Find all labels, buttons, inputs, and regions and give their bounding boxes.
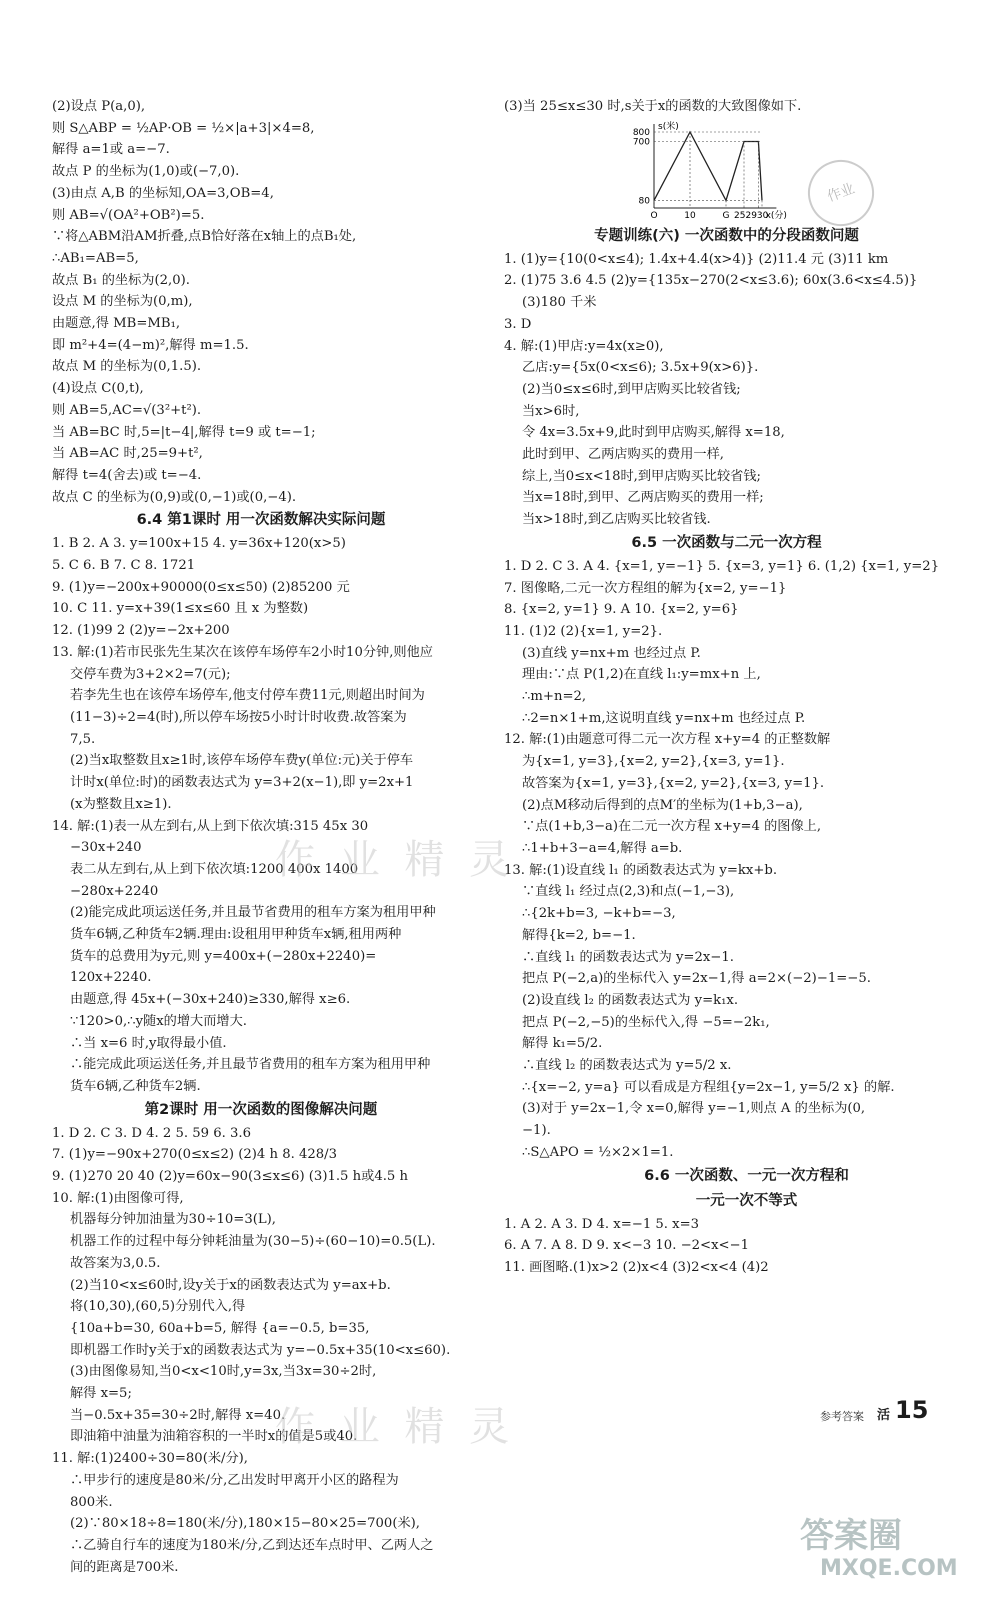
answer-line: 7,5. [70,731,96,747]
answer-line: (3)由点 A,B 的坐标知,OA=3,OB=4, [52,185,274,201]
watermark: 作 业 精 灵 [275,837,516,883]
answer-line: 11. 画图略.(1)x>2 (2)x<4 (3)2<x<4 (4)2 [504,1259,769,1275]
answer-line: (2)设点 P(a,0), [52,99,146,114]
answer-line: 乙店:y={5x(0<x≤6); 3.5x+9(x>6)}. [522,360,759,376]
answer-line: ∴直线 l₁ 的函数表达式为 y=2x−1. [522,949,734,965]
answer-line: ∴AB₁=AB=5, [52,250,139,266]
answer-line: (x为整数且x≥1). [70,796,172,812]
answer-line: 间的距离是700米. [70,1559,179,1575]
answer-line: (3)180 千米 [522,295,597,311]
answer-line: 货车6辆,乙种货车2辆.理由:设租用甲种货车x辆,租用两种 [70,927,402,943]
answer-line: 此时到甲、乙两店购买的费用一样, [522,447,725,463]
answer-line: 1. B 2. A 3. y=100x+15 4. y=36x+120(x>5) [52,536,346,552]
answer-line: 1. D 2. C 3. D 4. 2 5. 59 6. 3.6 [52,1125,251,1141]
answer-line: −280x+2240 [70,883,159,899]
answer-line: 故点 P 的坐标为(1,0)或(−7,0). [52,164,240,180]
answer-line: ∴2=n×1+m,这说明直线 y=nx+m 也经过点 P. [522,710,806,726]
answer-line: 当x>6时, [522,403,580,419]
section-heading: 第2课时 用一次函数的图像解决问题 [144,1101,378,1118]
x-tick-label: 252930 [734,210,769,220]
answer-line: 800米. [70,1494,113,1510]
series-line [654,132,762,200]
answer-line: 计时x(单位:时)的函数表达式为 y=3+2(x−1),即 y=2x+1 [70,775,414,791]
answer-line: 120x+2240. [70,970,152,986]
answer-line: 把点 P(−2,a)的坐标代入 y=2x−1,得 a=2×(−2)−1=−5. [522,971,871,987]
answer-line: 1. A 2. A 3. D 4. x=−1 5. x=3 [504,1216,700,1232]
page-prefix: 活 [877,1408,891,1423]
answer-line: 解得 t=4(舍去)或 t=−4. [52,467,202,483]
section-heading: 专题训练(六) 一次函数中的分段函数问题 [594,227,859,244]
answer-line: (2)当x取整数且x≥1时,该停车场停车费y(单位:元)关于停车 [70,753,414,769]
answer-line: (3)当 25≤x≤30 时,s关于x的函数的大致图像如下. [504,99,802,114]
answer-line: 解得{k=2, b=−1. [522,927,636,943]
answer-line: 故点 B₁ 的坐标为(2,0). [52,272,190,288]
answer-line: ∴{x=−2, y=a} 可以看成是方程组{y=2x−1, y=5/2 x} 的解. [522,1079,895,1095]
answer-line: 6. A 7. A 8. D 9. x<−3 10. −2<x<−1 [504,1238,749,1254]
answer-line: −1). [522,1123,551,1139]
answer-line: (2)点M移动后得到的点M′的坐标为(1+b,3−a), [522,797,803,813]
y-axis-label: s(米) [658,121,679,132]
right-column [504,96,949,1279]
answer-line: ∴m+n=2, [522,689,587,705]
answer-line: 表二从左到右,从上到下依次填:1200 400x 1400 [70,861,359,877]
answer-line: 9. (1)270 20 40 (2)y=60x−90(3≤x≤6) (3)1.5 h或4.5 h [52,1169,408,1185]
answer-line: ∴直线 l₂ 的函数表达式为 y=5/2 x. [522,1058,732,1074]
answer-line: 故点 C 的坐标为(0,9)或(0,−1)或(0,−4). [52,489,297,505]
answer-line: ∵将△ABM沿AM折叠,点B恰好落在x轴上的点B₁处, [52,229,357,245]
answer-line: −30x+240 [70,840,142,856]
answer-line: (2)当10<x≤60时,设y关于x的函数表达式为 y=ax+b. [70,1277,391,1293]
answer-line: (4)设点 C(0,t), [52,381,144,397]
answer-line: {10a+b=30, 60a+b=5, 解得 {a=−0.5, b=35, [70,1320,370,1336]
answer-line: 13. 解:(1)设直线 l₁ 的函数表达式为 y=kx+b. [504,862,778,878]
answer-line: 把点 P(−2,−5)的坐标代入,得 −5=−2k₁, [522,1014,770,1030]
answer-line: 则 AB=√(OA²+OB²)=5. [52,207,205,223]
answer-line: 当x>18时,到乙店购买比较省钱. [522,512,711,528]
answer-line: 解得 k₁=5/2. [522,1036,603,1052]
answer-line: 由题意,得 MB=MB₁, [52,316,181,332]
site-url: MXQE.COM [820,1556,958,1581]
answer-line: (3)由图像易知,当0<x<10时,y=3x,当3x=30÷2时, [70,1364,377,1380]
answer-line: 2. (1)75 3.6 4.5 (2)y={135x−270(2<x≤3.6); 60x(3.6<x≤4.5)} [504,273,918,289]
answer-line: (2)设直线 l₂ 的函数表达式为 y=k₁x. [522,992,739,1008]
answer-line: 7. (1)y=−90x+270(0≤x≤2) (2)4 h 8. 428/3 [52,1147,337,1163]
section-heading: 6.6 一次函数、一元一次方程和 [644,1167,849,1184]
answer-line: (2)∵80×18÷8=180(米/分),180×15−80×25=700(米), [70,1516,420,1532]
answer-line: ∵点(1+b,3−a)在二元一次方程 x+y=4 的图像上, [522,819,822,835]
answer-line: 设点 M 的坐标为(0,m), [52,294,193,310]
answer-line: 为{x=1, y=3},{x=2, y=2},{x=3, y=1}. [522,754,785,770]
answer-line: ∴当 x=6 时,y取得最小值. [70,1035,227,1051]
answer-line: (2)当0≤x≤6时,到甲店购买比较省钱; [522,381,741,397]
answer-line: 机器工作的过程中每分钟耗油量为(30−5)÷(60−10)=0.5(L). [70,1234,436,1250]
footer-label: 参考答案 [820,1410,864,1423]
answer-line: ∴乙骑自行车的速度为180米/分,乙到达还车点时甲、乙两人之 [70,1538,434,1553]
answer-line: 即 m²+4=(4−m)²,解得 m=1.5. [52,337,249,353]
answer-line: (11−3)÷2=4(时),所以停车场按5小时计时收费.故答案为 [70,709,407,725]
answer-line: 由题意,得 45x+(−30x+240)≥330,解得 x≥6. [70,992,351,1008]
x-tick-label: O [650,210,658,220]
answer-line: 故答案为3,0.5. [70,1255,161,1271]
watermark: 作 业 精 灵 [275,1404,516,1450]
answer-line: 综上,当0≤x<18时,到甲店购买比较省钱; [522,468,761,484]
answer-line: 解得 a=1或 a=−7. [52,142,170,158]
answer-line: (3)直线 y=nx+m 也经过点 P. [522,645,701,661]
answer-line: 9. (1)y=−200x+90000(0≤x≤50) (2)85200 元 [52,579,350,595]
answer-line: ∴1+b+3−a=4,解得 a=b. [522,840,683,856]
answer-line: 即机器工作时y关于x的函数表达式为 y=−0.5x+35(10<x≤60). [70,1342,451,1358]
answer-line: 8. {x=2, y=1} 9. A 10. {x=2, y=6} [504,602,739,618]
answer-line: 则 AB=5,AC=√(3²+t²). [52,402,202,418]
answer-line: 12. 解:(1)由题意可得二元一次方程 x+y=4 的正整数解 [504,732,831,748]
answer-line: 将(10,30),(60,5)分别代入,得 [70,1299,246,1315]
answer-line: 4. 解:(1)甲店:y=4x(x≥0), [504,338,664,354]
answer-line: 故答案为{x=1, y=3},{x=2, y=2},{x=3, y=1}. [522,775,825,791]
x-tick-label: G [722,210,730,220]
answer-line: ∴甲步行的速度是80米/分,乙出发时甲离开小区的路程为 [70,1472,399,1488]
answer-line: 当 AB=AC 时,25=9+t², [52,446,203,462]
answer-line: 则 S△ABP = ½AP·OB = ½×|a+3|×4=8, [52,120,315,136]
answer-line: 7. 图像略,二元一次方程组的解为{x=2, y=−1} [504,580,787,596]
answer-line: (3)对于 y=2x−1,令 x=0,解得 y=−1,则点 A 的坐标为(0, [522,1101,866,1117]
answer-line: 解得 x=5; [70,1386,132,1402]
answer-line: 令 4x=3.5x+9,此时到甲店购买,解得 x=18, [522,425,785,441]
answer-line: 故点 M 的坐标为(0,1.5). [52,359,202,375]
answer-line: 1. D 2. C 3. A 4. {x=1, y=−1} 5. {x=3, y=1} 6. (1,2) {x=1, y=2} [504,558,940,574]
answer-line: ∵直线 l₁ 经过点(2,3)和点(−1,−3), [522,884,735,900]
answer-line: 货车的总费用为y元,则 y=400x+(−280x+2240)= [70,948,377,964]
section-heading: 一元一次不等式 [695,1192,798,1209]
answer-line: 若李先生也在该停车场停车,他支付停车费11元,则超出时间为 [70,688,425,704]
page-number: 15 [895,1396,929,1424]
answer-line: 11. 解:(1)2400÷30=80(米/分), [52,1451,248,1467]
answer-line: ∵120>0,∴y随x的增大而增大. [70,1013,247,1029]
answer-line: 12. (1)99 2 (2)y=−2x+200 [52,623,230,639]
answer-line: 5. C 6. B 7. C 8. 1721 [52,558,196,574]
answer-line: 当−0.5x+35=30÷2时,解得 x=40. [70,1407,286,1423]
distance-time-chart [504,120,949,220]
answer-line: 13. 解:(1)若市民张先生某次在该停车场停车2小时10分钟,则他应 [52,644,433,660]
stamp-watermark: 作业 [799,151,884,236]
answer-line: 即油箱中油量为油箱容积的一半时x的值是5或40. [70,1429,358,1445]
section-heading: 6.5 一次函数与二元一次方程 [631,534,822,551]
answer-line: ∴{2k+b=3, −k+b=−3, [522,906,676,922]
answer-line: 14. 解:(1)表一从左到右,从上到下依次填:315 45x 30 [52,818,369,834]
answer-line: 10. C 11. y=x+39(1≤x≤60 且 x 为整数) [52,601,309,617]
answer-line: ∴S△APO = ½×2×1=1. [522,1144,674,1160]
answer-line: 货车6辆,乙种货车2辆. [70,1078,201,1094]
answer-line: 机器每分钟加油量为30÷10=3(L), [70,1212,276,1228]
answer-line: 3. D [504,316,532,332]
answer-line: 交停车费为3+2×2=7(元); [70,666,231,682]
section-heading: 6.4 第1课时 用一次函数解决实际问题 [136,512,386,529]
x-axis-label: x(分) [765,210,787,220]
answer-line: ∴能完成此项运送任务,并且最节省费用的租车方案为租用甲种 [70,1057,431,1073]
answer-line: 当x=18时,到甲、乙两店购买的费用一样; [522,490,764,506]
answer-line: (2)能完成此项运送任务,并且最节省费用的租车方案为租用甲种 [70,905,436,921]
answer-line: 当 AB=BC 时,5=|t−4|,解得 t=9 或 t=−1; [52,424,316,440]
y-tick-label: 700 [632,137,650,148]
answer-line: 10. 解:(1)由图像可得, [52,1190,184,1206]
answer-line: 1. (1)y={10(0<x≤4); 1.4x+4.4(x>4)} (2)11.4 元 (3)11 km [504,251,889,267]
chart-svg [504,120,804,220]
y-tick-label: 800 [632,127,650,138]
answer-line: 11. (1)2 (2){x=1, y=2}. [504,623,663,639]
x-tick-label: 10 [684,210,696,220]
answer-line: 理由:∵点 P(1,2)在直线 l₁:y=mx+n 上, [522,667,761,683]
site-logo: 答案圈 [800,1516,902,1556]
y-tick-label: 80 [638,196,650,207]
